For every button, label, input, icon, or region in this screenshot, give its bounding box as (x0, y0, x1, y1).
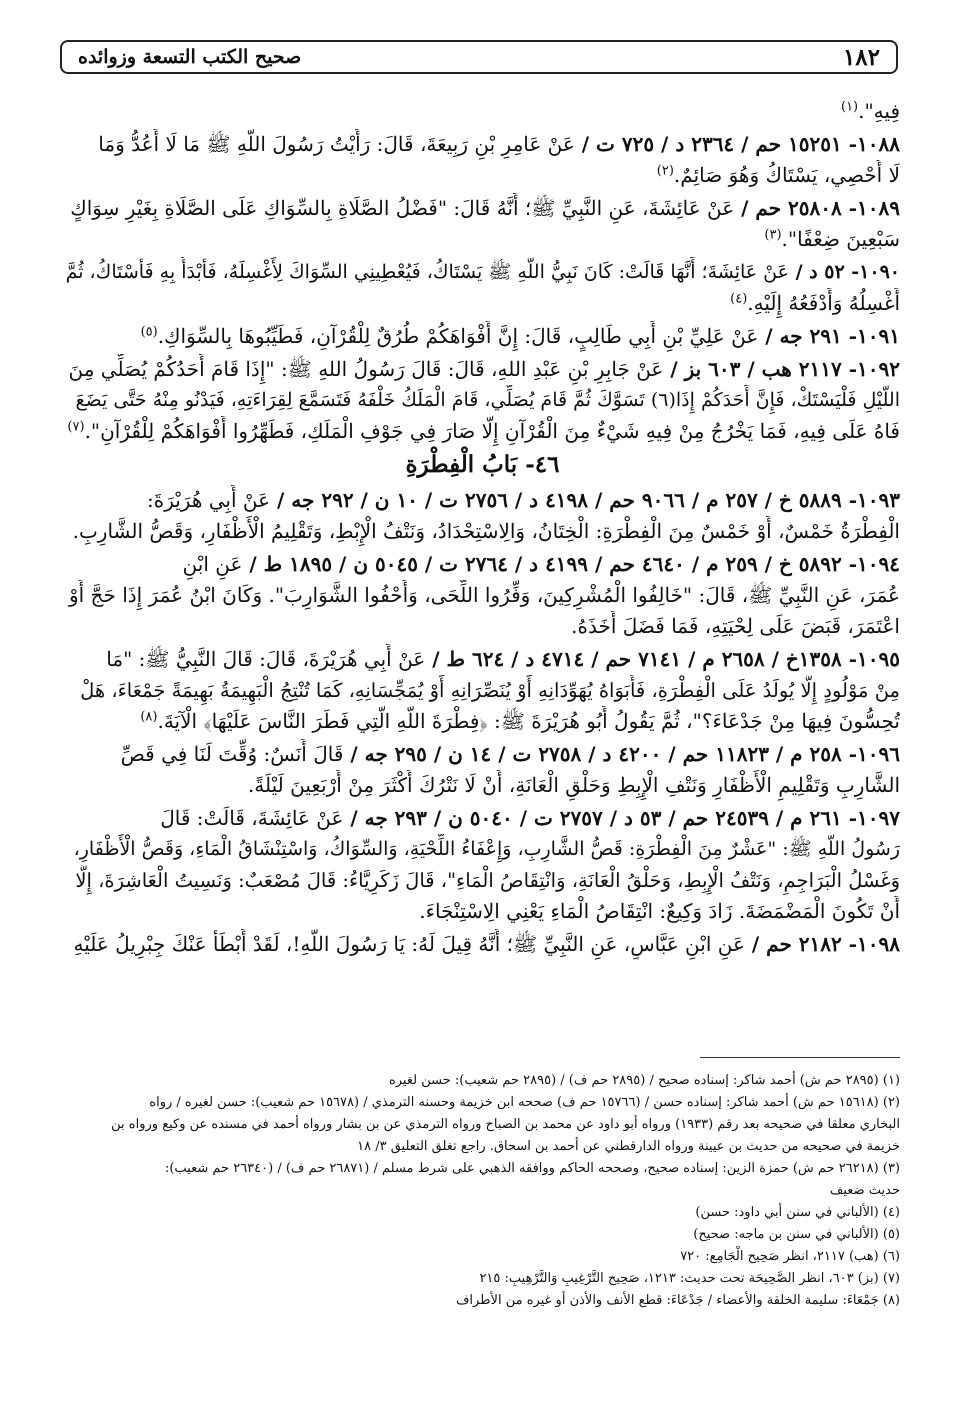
hadith-line (65, 416, 900, 447)
hadith-reference: ١٠٩٥- ١٣٥٨خ / ٢٦٥٨ م / ٧١٤١ حم / ٤٧١٤ د / ٦٢٤ ط / (425, 647, 900, 671)
footnote-line: حديث ضعيف (829, 1183, 900, 1198)
hadith-reference: ١٠٩٢- ٢١١٧ هب / ٦٠٣ بز / (663, 357, 900, 381)
hadith-text: عَنْ عَائِشَةَ، عَنِ النَّبِيِّ ﷺ؛ أَنَّهُ قَالَ: "فَضْلُ الصَّلَاةِ بِالسِّوَاكِ عَلَى الصَّلَاةِ بِغَيْرِ سِوَاكٍ (70, 196, 735, 220)
hadith-text: عُمَرَ، عَنِ النَّبِيِّ ﷺ، قَالَ: "خَالِفُوا الْمُشْرِكِينَ، وَفِّرُوا اللِّحَى، وَأَحْفُوا الشَّوَارِبَ". وَكَانَ ابْنُ عُمَرَ إِذَا حَجَّ أَوْ (68, 583, 900, 607)
footnote-ref: (٤) (730, 291, 748, 307)
hadith-reference: ١٠٩٤- ٥٨٩٢ خ / ٢٥٩ م / ٤٦٤٠ حم / ٤١٩٩ د / ٢٧٦٤ ت / ٥٠٤٥ ن / ١٨٩٥ ط / (242, 552, 900, 576)
hadith-text: عَنْ عَلِيِّ بْنِ أَبِي طَالِبٍ، قَالَ: إِنَّ أَفْوَاهَكُمْ طُرُقٌ لِلْقُرْآنِ، فَطَيِّبُوهَا بِالسِّوَاكِ. (157, 324, 759, 348)
footnote-line: (٦) (هب) ٢١١٧، انظر صَحِيح الْجَامِع: ٧٢٠ (680, 1249, 900, 1264)
hadith-list-siwak (65, 129, 900, 447)
hadith-text: فَاهُ عَلَى فِيهِ، فَمَا يَخْرُجُ مِنْ فِيهِ شَيْءٌ مِنَ الْقُرْآنِ إِلَّا صَارَ فِي جَوْفِ الْمَلَكِ، فَطَهِّرُوا أَفْوَاهَكُمْ لِلْقُرْآنِ". (84, 419, 900, 443)
hadith-entry (65, 644, 900, 737)
hadith-text: عَنْ عَائِشَةَ؛ أَنَّهَا قَالَتْ: كَانَ نَبِيُّ اللَّهِ ﷺ يَسْتَاكُ، فَيُعْطِينِي السِّوَاكَ لِأَغْسِلَهُ، فَأَبْدَأُ بِهِ فَأَسْتَاكُ، ثُمَّ (65, 261, 789, 283)
hadith-entry (65, 193, 900, 255)
hadith-text: الْفِطْرَةُ خَمْسٌ، أَوْ خَمْسٌ مِنَ الْفِطْرَةِ: الْخِتَانُ، وَالِاسْتِحْدَادُ، وَنَتْفُ الْإِبْطِ، وَتَقْلِيمُ الْأَظْفَارِ، وَقَصُّ الشَّارِبِ. (72, 519, 900, 543)
page-number: ١٨٢ (842, 43, 880, 71)
hadith-text: اعْتَمَرَ، قَبَضَ عَلَى لِحْيَتِهِ، فَمَا فَضَلَ أَخَذَهُ. (571, 614, 900, 638)
hadith-reference: ١٠٩٦- ٢٥٨ م / ١١٨٢٣ حم / ٤٢٠٠ د / ٢٧٥٨ ت / ١٤ ن / ٢٩٥ جه / (343, 742, 900, 766)
chapter-title: ٤٦- بَابُ الْفِطْرَةِ (405, 451, 560, 478)
footnote-ref: (٣) (764, 227, 782, 243)
footnote-line: (٢) (١٥٦١٨ حم ش) أحمد شاكر: إسناده حسن / (١٥٧٦٦ حم ف) صححه ابن خزيمة وحسنه الترمذي / (١٥٦٧٨ حم شعيب): حسن لغيره / رواه (149, 1095, 900, 1110)
hadith-line (65, 929, 900, 960)
footnote-line: خزيمة في صحيحه من حديث بن عيينة ورواه الدارقطني عن أحمد بن اسحاق. راجع تغلق التعليق ٣/ ١٨ (357, 1139, 900, 1154)
footnote-line: (٧) (بز) ٦٠٣، انظر الصَّحِيحَة تحت حديث: ١٢١٣، صَحِيح التَّرْغِيبِ وَالتَّرْهِيبِ: ٢١٥ (479, 1271, 900, 1286)
hadith-line (65, 675, 900, 706)
hadith-text: عَنْ جَابِرِ بْنِ عَبْدِ اللهِ، قَالَ: قَالَ رَسُولُ اللهِ ﷺ: "إِذَا قَامَ أَحَدُكُمْ يُصَلِّي مِنَ (68, 357, 664, 381)
hadith-entry (65, 129, 900, 191)
hadith-line (65, 288, 900, 319)
hadith-entry (65, 929, 900, 960)
hadith-line (65, 485, 900, 516)
footnote-line: (٨) جَمْعَاءَ: سليمة الخلقة والأعضاء / جَدْعَاءَ: قطع الأنف والأذن أو غيره من الأطراف (455, 1293, 900, 1308)
footnote-line: (٣) (٢٦٢١٨ حم ش) حمزة الزين: إسناده صحيح، وصححه الحاكم ووافقه الذهبي على شرط مسلم / (٢٦٨٧١ حم ف) / (٢٦٣٤٠ حم شعيب): (164, 1161, 900, 1176)
hadith-reference: ١٠٩٨- ٢١٨٢ حم / (744, 932, 900, 956)
hadith-text: تُحِسُّونَ فِيهَا مِنْ جَدْعَاءَ؟"، ثُمَّ يَقُولُ أَبُو هُرَيْرَةَ ﷺ: ﴿فِطْرَةَ اللَّهِ الَّتِي فَطَرَ النَّاسَ عَلَيْهَا﴾ الْآيَةَ. (157, 709, 900, 733)
hadith-reference: ١٠٩١- ٢٩١ جه / (758, 324, 900, 348)
hadith-line (65, 644, 900, 675)
hadith-line (65, 160, 900, 191)
footnote-line: (٤) (الألباني في سنن أبي داود: حسن) (695, 1205, 900, 1220)
hadith-text: قَالَ أَنَسٌ: وُقِّتَ لَنَا فِي قَصِّ (120, 742, 344, 766)
footnotes (65, 1070, 900, 1312)
footnote-divider (700, 1057, 900, 1058)
hadith-reference: ١٠٩٧- ٢٦١ م / ٢٤٥٣٩ حم / ٥٣ د / ٢٧٥٧ ت / ٥٠٤٠ ن / ٢٩٣ جه / (343, 806, 900, 830)
hadith-line (65, 516, 900, 547)
hadith-entry (65, 485, 900, 547)
hadith-text: وَغَسْلُ الْبَرَاجِمِ، وَنَتْفُ الْإِبِطِ، وَحَلْقُ الْعَانَةِ، وَانْتِقَاصُ الْمَاءِ"، قَالَ زَكَرِيَّاءُ: قَالَ مُصْعَبٌ: وَنَسِيتُ الْعَاشِرَةَ، إِلَّا (75, 869, 900, 892)
hadith-line (65, 706, 900, 737)
main-text (65, 96, 900, 962)
hadith-line (65, 865, 900, 896)
hadith-line (65, 224, 900, 255)
hadith-text: الشَّارِبِ وَتَقْلِيمِ الْأَظْفَارِ وَنَتْفِ الْإِبِطِ وَحَلْقِ الْعَانَةِ، أَنْ لَا نَتْرُكَ أَكْثَرَ مِنْ أَرْبَعِينَ لَيْلَةً. (247, 773, 900, 797)
continuation-text: فِيهِ". (858, 99, 900, 123)
continuation-line (65, 96, 900, 127)
hadith-text: عَنْ أَبِي هُرَيْرَةَ، قَالَ: قَالَ النَّبِيُّ ﷺ: "مَا (106, 647, 426, 671)
hadith-entry (65, 549, 900, 642)
hadith-reference: ١٠٨٩- ٢٥٨٠٨ حم / (734, 196, 900, 220)
book-title: صحيح الكتب التسعة وزوائده (78, 46, 302, 68)
hadith-line (65, 257, 900, 288)
hadith-line (65, 770, 900, 801)
hadith-reference: ١٠٩٣- ٥٨٨٩ خ / ٢٥٧ م / ٩٠٦٦ حم / ٤١٩٨ د / ٢٧٥٦ ت / ١٠ ن / ٢٩٢ جه / (270, 488, 900, 512)
hadith-text: أَغْسِلُهُ وَأَدْفَعُهُ إِلَيْهِ. (747, 291, 900, 315)
hadith-text: عَنِ ابْنِ (182, 552, 243, 576)
hadith-text: سَبْعِينَ ضِعْفًا". (781, 227, 900, 251)
hadith-text: عَنِ ابْنِ عَبَّاسٍ، عَنِ النَّبِيِّ ﷺ؛ أَنَّهُ قِيلَ لَهُ: يَا رَسُولَ اللَّهِ!، لَقَدْ أَبْطَأَ عَنْكَ جِبْرِيلُ عَلَيْهِ (73, 932, 745, 956)
hadith-entry (65, 739, 900, 801)
hadith-line (65, 896, 900, 927)
hadith-text: عَنْ عَامِرِ بْنِ رَبِيعَةَ، قَالَ: رَأَيْتُ رَسُولَ اللَّهِ ﷺ مَا لَا أَعُدُّ وَمَا (98, 132, 575, 156)
hadith-line (65, 193, 900, 224)
footnote-ref: (٧) (67, 419, 85, 435)
hadith-entry (65, 321, 900, 352)
footnote-ref: (١) (840, 99, 859, 115)
footnote-line: (١) (٢٨٩٥ حم ش) أحمد شاكر: إسناده صحيح / (٢٨٩٥ حم ف) / (٢٨٩٥ حم شعيب): حسن لغيره (388, 1073, 900, 1088)
footnote-line: البخاري معلقا في صحيحه بعد رقم (١٩٣٣) ورواه أبو داود عن محمد بن الصباح ورواه الترمذي عن بن بشار ورواه أحمد في مسنده عن وكيع ورواه بن (111, 1117, 900, 1132)
hadith-line (65, 739, 900, 770)
hadith-entry (65, 257, 900, 319)
hadith-list-fitra (65, 485, 900, 960)
hadith-line (65, 803, 900, 834)
hadith-reference: ١٠٨٨- ١٥٢٥١ حم / ٢٣٦٤ د / ٧٢٥ ت / (574, 132, 900, 156)
hadith-text: مِنْ مَوْلُودٍ إِلَّا يُولَدُ عَلَى الْفِطْرَةِ، فَأَبَوَاهُ يُهَوِّدَانِهِ أَوْ يُنَصِّرَانِهِ أَوْ يُمَجِّسَانِهِ، كَمَا تُنْتِجُ الْبَهِيمَةُ بَهِيمَةً جَمْعَاءَ، هَلْ (80, 679, 900, 702)
hadith-text: اللَّيْلِ فَلْيَسْتَكْ، فَإِنَّ أَحَدَكُمْ إِذَا(٦) تَسَوَّكَ ثُمَّ قَامَ يُصَلِّي، قَامَ الْمَلَكُ خَلْفَهُ فَتَسَمَّعَ لِقِرَاءَتِهِ، فَيَدْنُو مِنْهُ حَتَّى يَضَعَ (75, 389, 900, 411)
footnote-ref: (٥) (140, 324, 158, 340)
footnote-ref: (٨) (140, 709, 158, 725)
hadith-text: عَنْ عَائِشَةَ، قَالَتْ: قَالَ (160, 806, 344, 830)
hadith-line (65, 354, 900, 385)
footnote-ref: (٢) (656, 163, 674, 179)
hadith-entry (65, 354, 900, 447)
hadith-text: عَنْ أَبِي هُرَيْرَةَ: (146, 488, 271, 512)
hadith-line (65, 834, 900, 865)
hadith-entry (65, 803, 900, 927)
hadith-reference: ١٠٩٠- ٥٢ د / (788, 261, 900, 283)
hadith-text: رَسُولُ اللَّهِ ﷺ: "عَشْرٌ مِنَ الْفِطْرَةِ: قَصُّ الشَّارِبِ، وَإِعْفَاءُ اللِّحْيَةِ، وَالسِّوَاكُ، وَاسْتِنْشَاقُ الْمَاءِ، وَقَصُّ الْأَظْفَارِ، (73, 838, 900, 860)
hadith-line (65, 549, 900, 580)
hadith-line (65, 611, 900, 642)
footnote-line: (٥) (الألباني في سنن بن ماجه: صحيح) (693, 1227, 900, 1242)
hadith-line (65, 580, 900, 611)
hadith-text: أَنْ تَكُونَ الْمَضْمَضَةَ. زَادَ وَكِيعٌ: انْتِقَاصُ الْمَاءِ يَعْنِي الِاسْتِنْجَاءَ. (419, 899, 900, 923)
hadith-line (65, 385, 900, 416)
hadith-line (65, 129, 900, 160)
hadith-text: لَا أُحْصِي، يَسْتَاكُ وَهُوَ صَائِمٌ. (673, 163, 900, 187)
hadith-line (65, 321, 900, 352)
page-header (60, 40, 898, 74)
